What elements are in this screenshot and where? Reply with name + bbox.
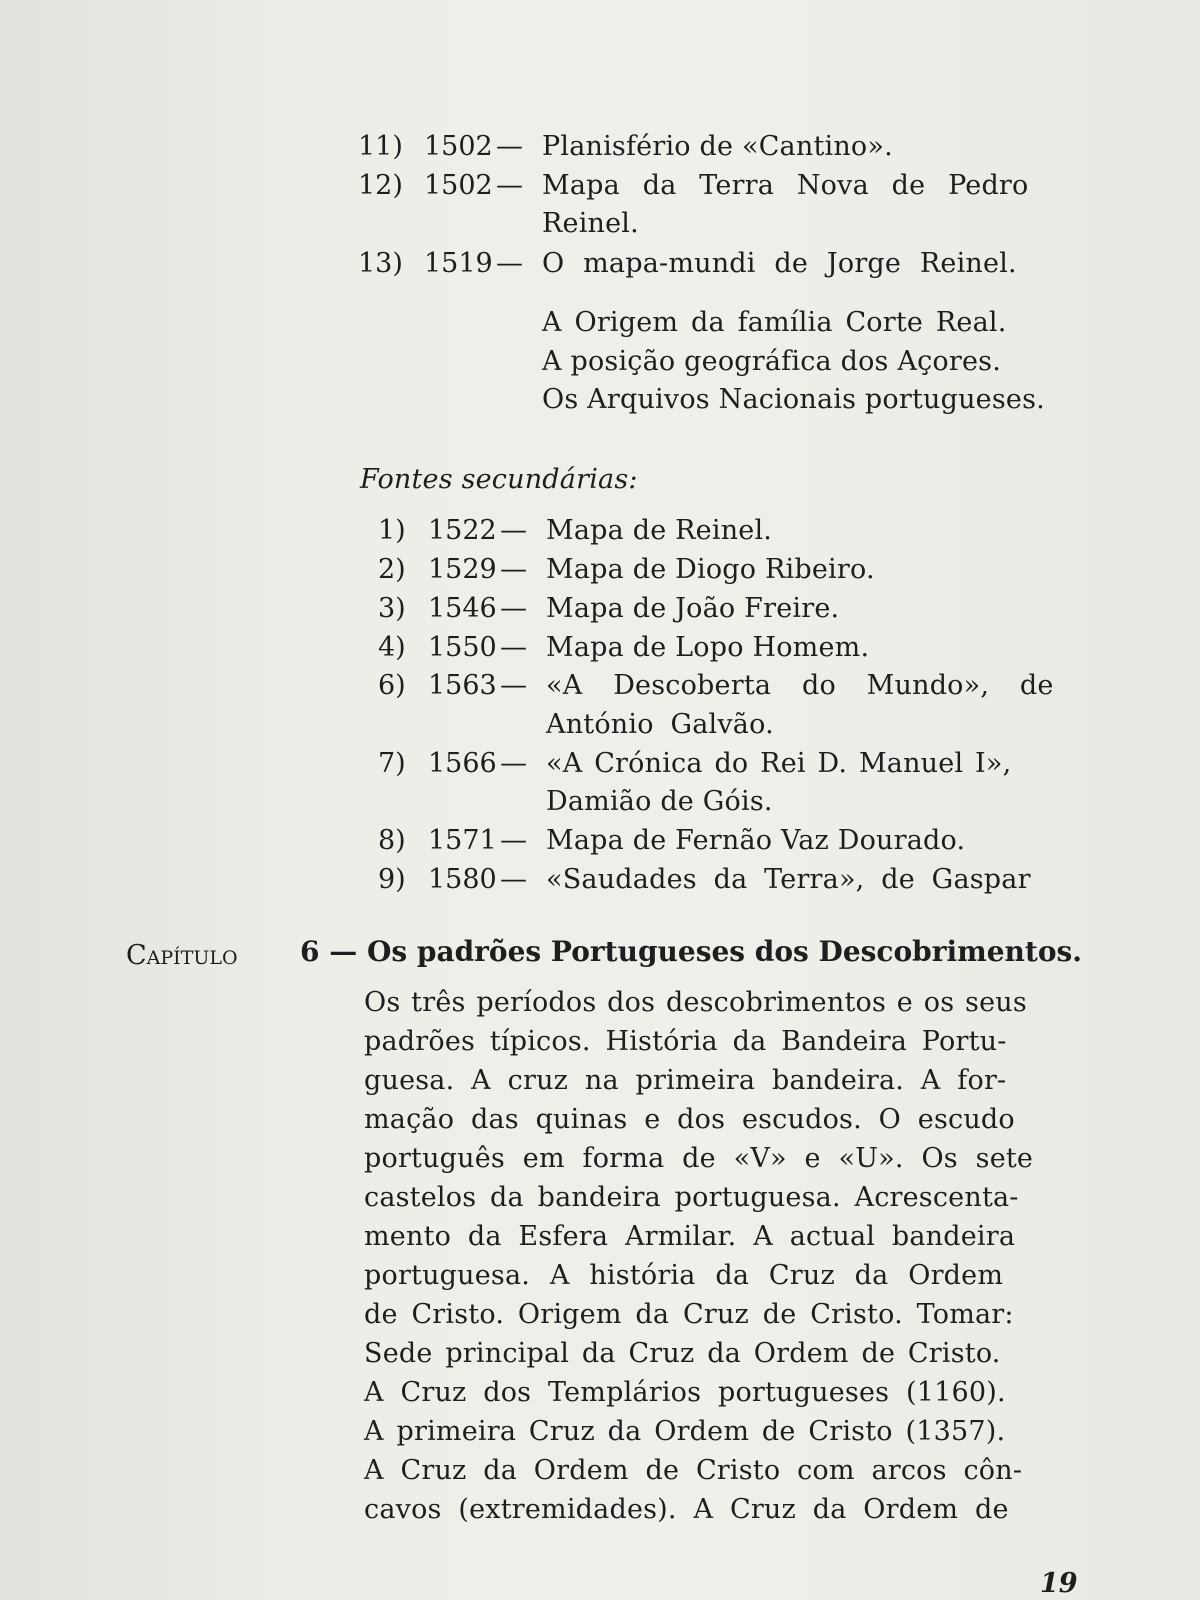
em-dash: —	[500, 670, 527, 701]
entry-number: 6)	[378, 670, 406, 701]
note-line: A Origem da família Corte Real.	[542, 307, 1007, 338]
body-line: guesa. A cruz na primeira bandeira. A for-	[364, 1065, 1007, 1096]
em-dash: —	[500, 554, 527, 585]
entry-number: 13)	[358, 248, 403, 279]
entry-text-continuation: Reinel.	[542, 208, 639, 239]
entry-text-continuation: António Galvão.	[546, 709, 774, 740]
em-dash: —	[500, 748, 527, 779]
entry-year: 1519	[424, 248, 493, 279]
body-line: castelos da bandeira portuguesa. Acrescenta-	[364, 1182, 1019, 1213]
body-line: português em forma de «V» e «U». Os sete	[364, 1143, 1034, 1174]
entry-year: 1546	[428, 593, 497, 624]
em-dash: —	[500, 593, 527, 624]
body-line: padrões típicos. História da Bandeira Portu-	[364, 1026, 1007, 1057]
note-line: A posição geográfica dos Açores.	[542, 346, 1001, 377]
entry-year: 1580	[428, 864, 497, 895]
entry-year: 1529	[428, 554, 497, 585]
entry-text: Planisfério de «Cantino».	[542, 131, 893, 162]
body-line: A Cruz da Ordem de Cristo com arcos côn-	[364, 1455, 1023, 1486]
entry-text	[542, 167, 1064, 205]
body-line: Os três períodos dos descobrimentos e os seus	[364, 987, 1027, 1018]
em-dash: —	[496, 248, 523, 279]
body-line: de Cristo. Origem da Cruz de Cristo. Tomar:	[364, 1299, 1014, 1330]
entry-text: Mapa de João Freire.	[546, 593, 840, 624]
body-line: cavos (extremidades). A Cruz da Ordem de	[364, 1494, 1009, 1525]
entry-text: Mapa de Diogo Ribeiro.	[546, 554, 875, 585]
entry-text: «A Crónica do Rei D. Manuel I»,	[546, 748, 1012, 779]
entry-number: 7)	[378, 748, 406, 779]
entry-text: «Saudades da Terra», de Gaspar	[546, 864, 1031, 895]
entry-year: 1563	[428, 670, 497, 701]
entry-number: 9)	[378, 864, 406, 895]
body-line: mento da Esfera Armilar. A actual bandeira	[364, 1221, 1016, 1252]
entry-number: 4)	[378, 632, 406, 663]
entry-text: Mapa de Reinel.	[546, 515, 773, 546]
em-dash: —	[500, 825, 527, 856]
entry-year: 1566	[428, 748, 497, 779]
entry-number: 11)	[358, 131, 403, 162]
entry-text-line: Mapa da Terra Nova de Pedro	[542, 170, 1029, 201]
body-line: mação das quinas e dos escudos. O escudo	[364, 1104, 1015, 1135]
entry-number: 1)	[378, 515, 406, 546]
note-line: Os Arquivos Nacionais portugueses.	[542, 384, 1045, 415]
page-number: 19	[1040, 1568, 1078, 1599]
chapter-label: Capítulo	[126, 940, 238, 971]
entry-year: 1571	[428, 825, 497, 856]
chapter-title: 6 — Os padrões Portugueses dos Descobrimentos.	[300, 935, 1083, 968]
body-line: portuguesa. A história da Cruz da Ordem	[364, 1260, 1004, 1291]
entry-year: 1550	[428, 632, 497, 663]
entry-number: 8)	[378, 825, 406, 856]
body-line: A Cruz dos Templários portugueses (1160).	[364, 1377, 1006, 1408]
entry-number: 2)	[378, 554, 406, 585]
entry-year: 1522	[428, 515, 497, 546]
entry-number: 12)	[358, 170, 403, 201]
entry-year: 1502	[424, 131, 493, 162]
entry-text: «A Descoberta do Mundo», de	[546, 670, 1054, 701]
entry-number: 3)	[378, 593, 406, 624]
entry-year: 1502	[424, 170, 493, 201]
entry-text-continuation: Damião de Góis.	[546, 786, 773, 817]
body-line: A primeira Cruz da Ordem de Cristo (1357).	[364, 1416, 1006, 1447]
secondary-sources-heading: Fontes secundárias:	[360, 464, 638, 495]
em-dash: —	[500, 632, 527, 663]
entry-text: Mapa de Lopo Homem.	[546, 632, 870, 663]
entry-text: O mapa-mundi de Jorge Reinel.	[542, 248, 1017, 279]
em-dash: —	[500, 864, 527, 895]
body-line: Sede principal da Cruz da Ordem de Cristo.	[364, 1338, 1001, 1369]
entry-text: Mapa de Fernão Vaz Dourado.	[546, 825, 966, 856]
em-dash: —	[496, 131, 523, 162]
em-dash: —	[496, 170, 523, 201]
em-dash: —	[500, 515, 527, 546]
